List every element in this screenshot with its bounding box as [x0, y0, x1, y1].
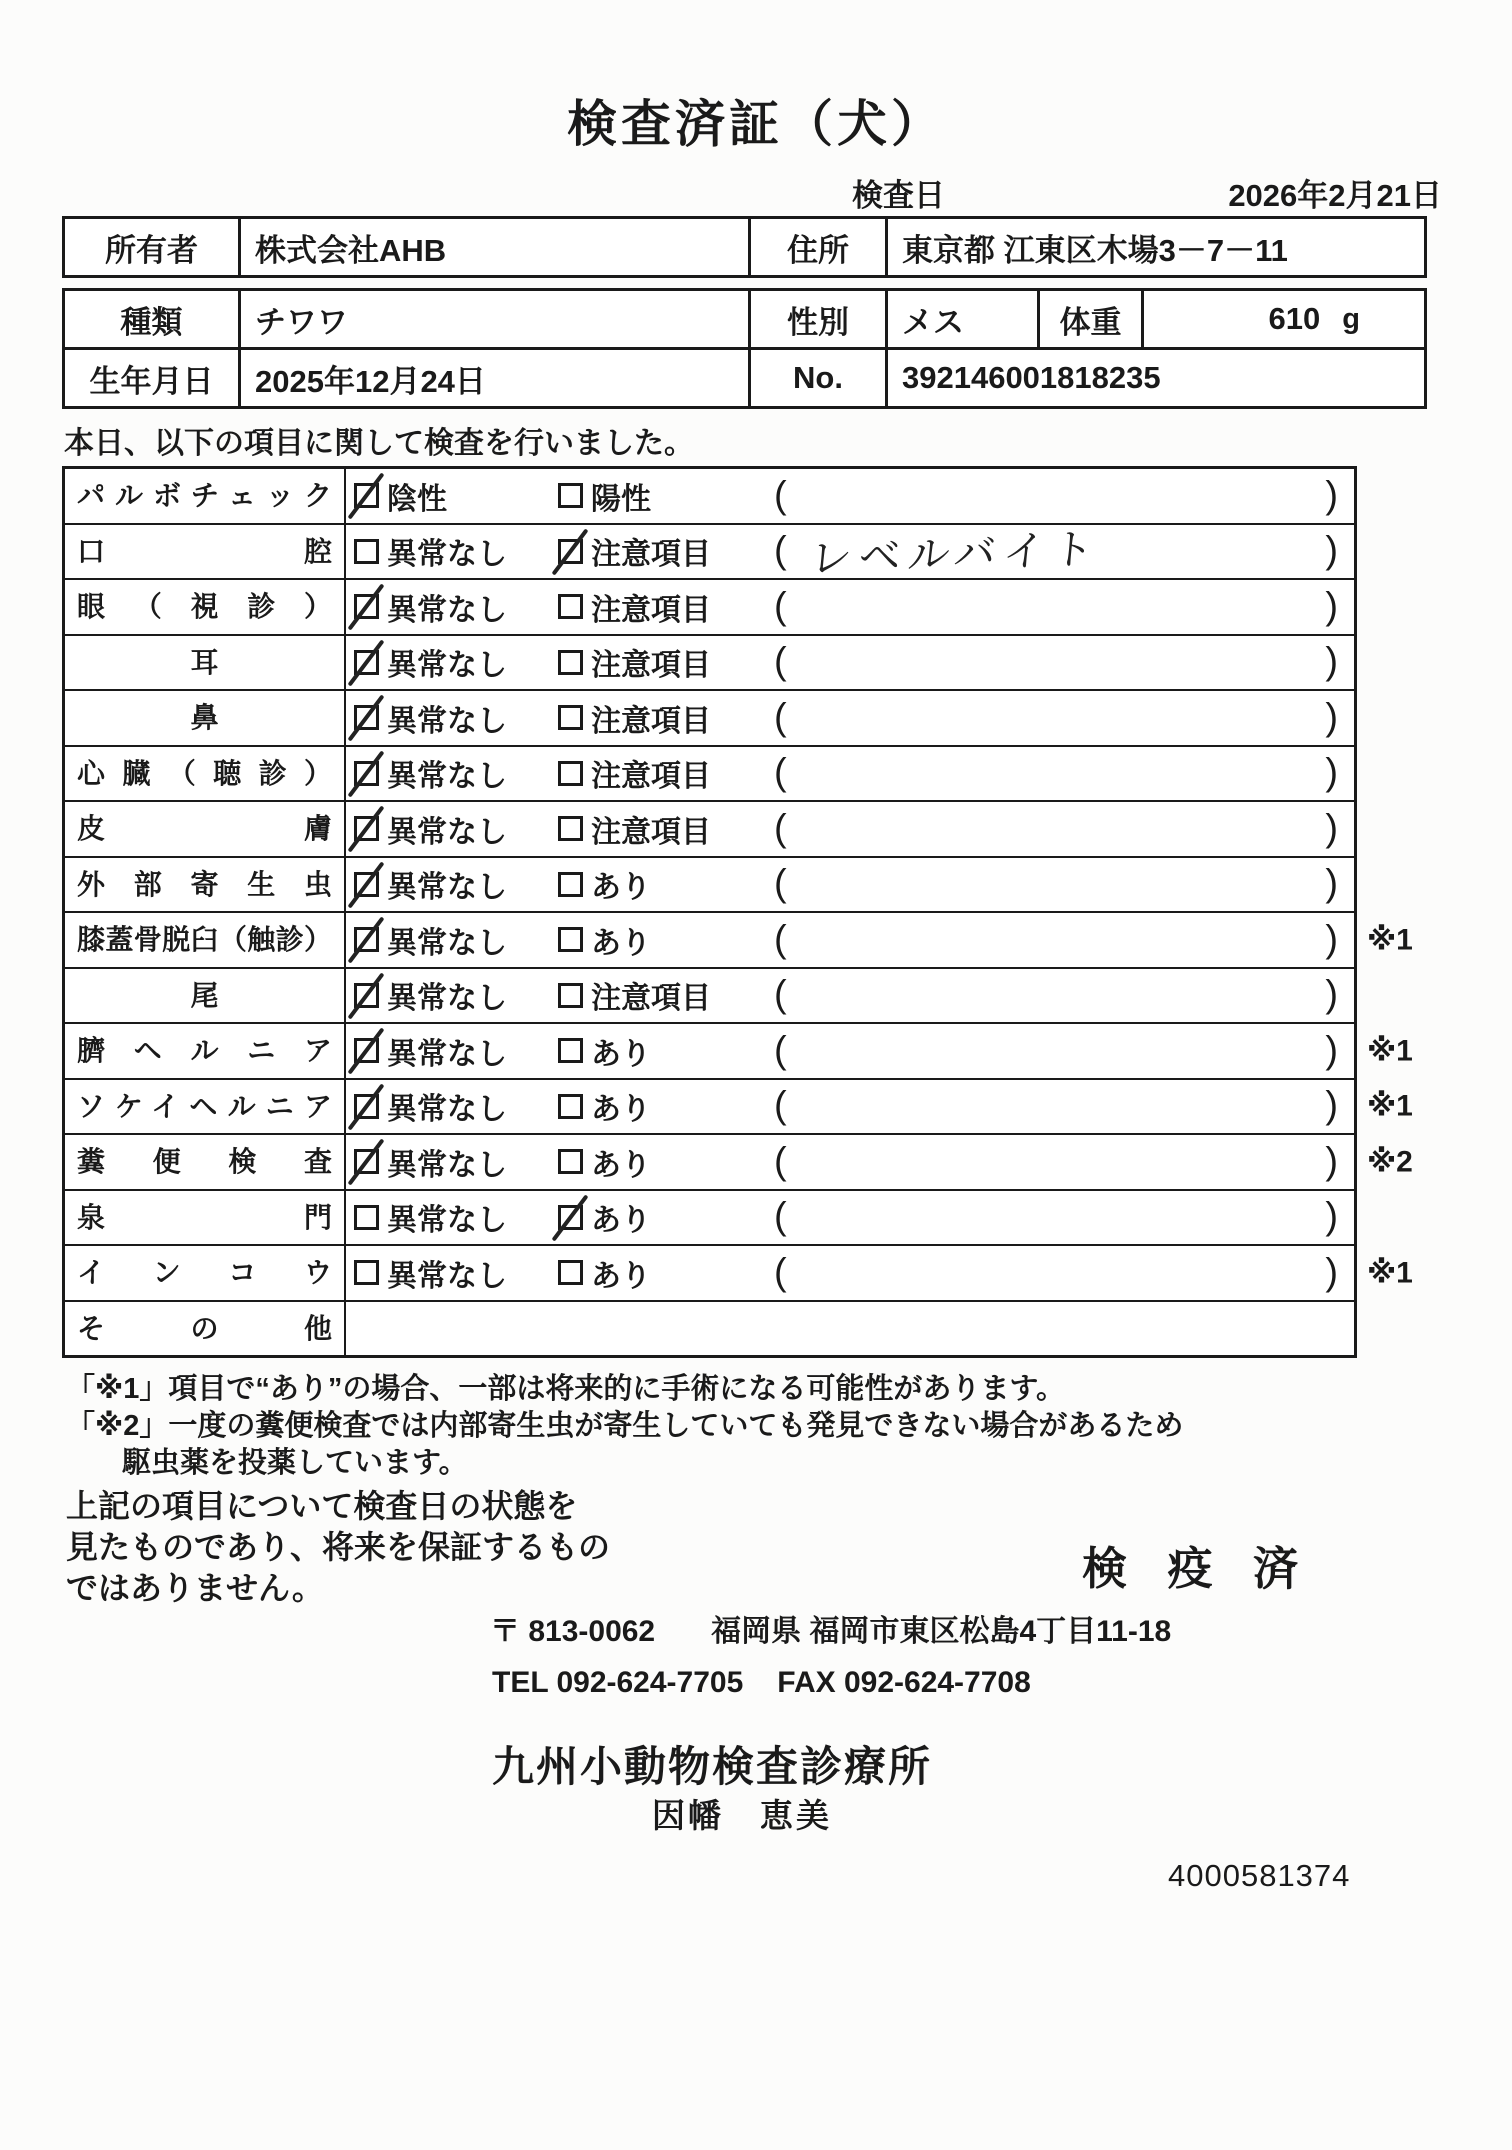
inspection-row — [65, 1078, 1413, 1134]
check-mark — [348, 1028, 385, 1075]
inspection-row — [65, 1300, 1354, 1356]
birth-value: 2025年12月24日 — [238, 350, 748, 406]
paren-close-symbol: ) — [1325, 585, 1338, 628]
paren-close-symbol: ) — [1325, 1195, 1338, 1238]
option-1-label: 異常なし — [387, 593, 507, 627]
option-1-checkbox — [354, 650, 379, 675]
weight-cell — [1141, 291, 1424, 347]
inspection-row — [65, 578, 1354, 634]
option-1-group — [354, 525, 507, 579]
inspection-row — [65, 469, 1354, 523]
paren-close-symbol: ) — [1325, 640, 1338, 683]
inspection-item-label: 心臓（聴診） — [65, 747, 346, 801]
option-2-label: 注意項目 — [591, 982, 711, 1016]
clinic-tel-line — [492, 1666, 1031, 1700]
check-mark — [348, 473, 385, 520]
option-1-label: 異常なし — [387, 649, 507, 683]
option-2-checkbox — [558, 705, 583, 730]
inspection-row — [65, 1133, 1413, 1189]
intro-text: 本日、以下の項目に関して検査を行いました。 — [64, 427, 694, 460]
inspection-row-content — [346, 524, 1354, 582]
inspection-item-label: 尾 — [65, 969, 346, 1023]
option-2-label: 注意項目 — [591, 593, 711, 627]
address-value: 東京都 江東区木場3－7－11 — [885, 219, 1424, 275]
inspection-row-content — [346, 1191, 1354, 1245]
owner-table — [62, 216, 1427, 278]
disclaimer-line-1: 上記の項目について検査日の状態を — [66, 1488, 578, 1524]
option-1-label: 異常なし — [387, 1204, 507, 1238]
inspection-item-label: パルボチェック — [65, 469, 346, 523]
paren-open-symbol: ( — [774, 918, 787, 961]
inspection-date-label: 検査日 — [852, 178, 945, 213]
option-2-label: あり — [591, 1037, 651, 1071]
paren-close-symbol: ) — [1325, 1251, 1338, 1294]
check-mark — [348, 750, 385, 797]
option-1-group — [354, 1135, 507, 1189]
paren-close-symbol: ) — [1325, 1029, 1338, 1072]
option-2-group — [558, 580, 711, 634]
option-2-group — [558, 969, 711, 1023]
inspection-row — [65, 634, 1354, 690]
paren-open-symbol: ( — [774, 751, 787, 794]
inspection-row — [65, 967, 1354, 1023]
option-1-checkbox — [354, 983, 379, 1008]
weight-value: 610 — [1268, 301, 1321, 336]
inspection-row-content — [346, 636, 1354, 690]
paren-close-symbol: ) — [1325, 696, 1338, 739]
handwritten-note: レベルバイト — [807, 524, 1103, 582]
inspection-row-content — [346, 1024, 1354, 1078]
option-1-group — [354, 913, 507, 967]
owner-label: 所有者 — [105, 232, 198, 268]
owner-value: 株式会社AHB — [238, 219, 748, 275]
option-2-label: 陽性 — [591, 482, 651, 516]
inspection-item-label: 眼（視診） — [65, 580, 346, 634]
option-2-label: 注意項目 — [591, 760, 711, 794]
option-2-group — [558, 802, 711, 856]
option-1-label: 異常なし — [387, 1259, 507, 1293]
inspection-row-content — [346, 691, 1354, 745]
option-2-label: あり — [591, 871, 651, 905]
option-1-checkbox — [354, 539, 379, 564]
option-2-checkbox — [558, 594, 583, 619]
paren-close-symbol: ) — [1325, 973, 1338, 1016]
option-1-group — [354, 1080, 507, 1134]
option-1-checkbox — [354, 1094, 379, 1119]
option-2-label: 注意項目 — [591, 649, 711, 683]
reference-mark: ※2 — [1367, 1145, 1413, 1179]
inspection-item-label: 口腔 — [65, 525, 346, 579]
address-label: 住所 — [748, 219, 885, 275]
clinic-tel: TEL 092-624-7705 — [492, 1666, 744, 1699]
disclaimer-line-3: ではありません。 — [66, 1570, 324, 1606]
inspection-row — [65, 1189, 1354, 1245]
option-2-checkbox — [558, 1149, 583, 1174]
option-1-label: 異常なし — [387, 760, 507, 794]
disclaimer-line-2: 見たものであり、将来を保証するもの — [66, 1529, 611, 1565]
option-2-group — [558, 1080, 651, 1134]
option-1-checkbox — [354, 1038, 379, 1063]
paren-close-symbol: ) — [1325, 529, 1338, 572]
option-1-group — [354, 969, 507, 1023]
paren-open-symbol: ( — [774, 1251, 787, 1294]
option-1-group — [354, 469, 447, 523]
option-1-group — [354, 747, 507, 801]
veterinarian-name: 因幡 恵美 — [652, 1797, 832, 1834]
option-1-checkbox — [354, 705, 379, 730]
inspection-row — [65, 523, 1354, 582]
inspection-row — [65, 911, 1413, 967]
birth-label: 生年月日 — [89, 363, 214, 399]
paren-close-symbol: ) — [1325, 1140, 1338, 1183]
sex-value: メス — [885, 291, 1037, 347]
inspection-row — [65, 1244, 1413, 1300]
option-2-checkbox — [558, 872, 583, 897]
option-1-checkbox — [354, 1205, 379, 1230]
option-1-label: 異常なし — [387, 1093, 507, 1127]
option-2-checkbox — [558, 816, 583, 841]
option-2-group — [558, 1246, 651, 1300]
paren-close-symbol: ) — [1325, 751, 1338, 794]
inspection-item-label: その他 — [65, 1302, 346, 1356]
paren-open-symbol: ( — [774, 973, 787, 1016]
disclaimer — [66, 1486, 610, 1609]
paren-close-symbol: ) — [1325, 474, 1338, 517]
option-1-label: 異常なし — [387, 1148, 507, 1182]
check-mark — [348, 1083, 385, 1130]
breed-value: チワワ — [238, 291, 748, 347]
paren-close-symbol: ) — [1325, 807, 1338, 850]
inspection-item-label: 耳 — [65, 636, 346, 690]
option-1-label: 異常なし — [387, 926, 507, 960]
paren-open-symbol: ( — [774, 807, 787, 850]
option-1-checkbox — [354, 872, 379, 897]
paren-close-symbol: ) — [1325, 918, 1338, 961]
inspection-row-content — [346, 469, 1354, 523]
clinic-fax: FAX 092-624-7708 — [777, 1666, 1031, 1699]
no-value: 392146001818235 — [885, 350, 1424, 406]
option-1-checkbox — [354, 483, 379, 508]
option-2-checkbox — [558, 983, 583, 1008]
check-mark — [348, 639, 385, 686]
pet-table — [62, 288, 1427, 409]
inspection-row — [65, 800, 1354, 856]
inspection-row-content — [346, 580, 1354, 634]
pet-row-2 — [65, 347, 1424, 406]
option-1-group — [354, 580, 507, 634]
inspection-item-label: 糞便検査 — [65, 1135, 346, 1189]
option-1-group — [354, 1024, 507, 1078]
option-1-checkbox — [354, 816, 379, 841]
option-2-label: 注意項目 — [591, 704, 711, 738]
breed-label: 種類 — [120, 304, 183, 340]
sex-label: 性別 — [748, 291, 885, 347]
option-1-group — [354, 636, 507, 690]
option-1-group — [354, 1191, 507, 1245]
owner-row — [65, 219, 1424, 275]
inspection-row-content — [346, 1080, 1354, 1134]
check-mark — [348, 584, 385, 631]
inspection-item-label: 鼻 — [65, 691, 346, 745]
option-1-checkbox — [354, 761, 379, 786]
option-2-checkbox — [558, 650, 583, 675]
option-2-group — [558, 913, 651, 967]
option-1-checkbox — [354, 1260, 379, 1285]
option-2-checkbox — [558, 927, 583, 952]
inspection-item-label: 膝蓋骨脱臼（触診） — [65, 913, 346, 967]
weight-unit: g — [1342, 302, 1360, 335]
reference-mark: ※1 — [1367, 1256, 1413, 1290]
inspection-row-content — [346, 858, 1354, 912]
check-mark — [348, 806, 385, 853]
option-2-checkbox — [558, 1260, 583, 1285]
paren-open-symbol: ( — [774, 529, 787, 572]
option-2-group — [558, 1191, 651, 1245]
option-1-label: 異常なし — [387, 538, 507, 572]
paren-close-symbol: ) — [1325, 862, 1338, 905]
inspection-date-value: 2026年2月21日 — [1228, 178, 1442, 213]
inspection-row-content — [346, 1135, 1354, 1189]
paren-open-symbol: ( — [774, 862, 787, 905]
option-2-checkbox — [558, 539, 583, 564]
paren-close-symbol: ) — [1325, 1084, 1338, 1127]
clinic-address: 福岡県 福岡市東区松島4丁目11-18 — [711, 1615, 1172, 1648]
inspection-row-content — [346, 747, 1354, 801]
option-1-label: 異常なし — [387, 815, 507, 849]
option-1-label: 異常なし — [387, 704, 507, 738]
inspection-table — [62, 466, 1413, 1358]
option-1-label: 異常なし — [387, 982, 507, 1016]
option-2-group — [558, 469, 651, 523]
option-2-label: 注意項目 — [591, 538, 711, 572]
footnote-1: 「※1」項目で“あり”の場合、一部は将来的に手術になる可能性があります。 — [66, 1373, 1066, 1405]
inspection-row-content — [346, 802, 1354, 856]
paren-open-symbol: ( — [774, 640, 787, 683]
inspection-row-content — [346, 1246, 1354, 1300]
option-2-label: 注意項目 — [591, 815, 711, 849]
check-mark — [348, 695, 385, 742]
inspection-item-label: 皮膚 — [65, 802, 346, 856]
no-label: No. — [748, 350, 885, 406]
check-mark — [348, 861, 385, 908]
option-2-label: あり — [591, 1259, 651, 1293]
paren-open-symbol: ( — [774, 1140, 787, 1183]
option-1-group — [354, 1246, 507, 1300]
option-1-label: 異常なし — [387, 1037, 507, 1071]
option-2-group — [558, 747, 711, 801]
option-2-label: あり — [591, 1148, 651, 1182]
check-mark — [552, 1194, 589, 1241]
quarantine-passed-stamp: 検 疫 済 — [1082, 1543, 1313, 1594]
pet-row-1 — [65, 291, 1424, 347]
paren-open-symbol: ( — [774, 585, 787, 628]
inspection-row — [65, 745, 1354, 801]
option-2-label: あり — [591, 926, 651, 960]
check-mark — [348, 1139, 385, 1186]
clinic-name: 九州小動物検査診療所 — [492, 1743, 933, 1790]
inspection-item-label: インコウ — [65, 1246, 346, 1300]
inspection-item-label: 外部寄生虫 — [65, 858, 346, 912]
option-2-checkbox — [558, 483, 583, 508]
paren-open-symbol: ( — [774, 1195, 787, 1238]
page-title: 検査済証（犬） — [567, 96, 945, 152]
check-mark — [348, 972, 385, 1019]
clinic-postal-code: 〒 813-0062 — [490, 1615, 656, 1648]
option-2-checkbox — [558, 761, 583, 786]
inspection-row — [65, 689, 1354, 745]
option-1-checkbox — [354, 594, 379, 619]
reference-mark: ※1 — [1367, 923, 1413, 957]
option-2-label: あり — [591, 1093, 651, 1127]
option-2-group — [558, 636, 711, 690]
inspection-item-label: 泉門 — [65, 1191, 346, 1245]
document-number: 4000581374 — [1168, 1858, 1351, 1893]
option-2-group — [558, 525, 711, 579]
option-1-label: 異常なし — [387, 871, 507, 905]
option-1-group — [354, 802, 507, 856]
reference-mark: ※1 — [1367, 1034, 1413, 1068]
option-2-label: あり — [591, 1204, 651, 1238]
option-1-label: 陰性 — [387, 482, 447, 516]
paren-open-symbol: ( — [774, 474, 787, 517]
inspection-row — [65, 856, 1354, 912]
option-2-checkbox — [558, 1094, 583, 1119]
inspection-row — [65, 1022, 1413, 1078]
inspection-row-content — [346, 1302, 1354, 1356]
option-2-group — [558, 858, 651, 912]
option-2-checkbox — [558, 1038, 583, 1063]
check-mark — [348, 917, 385, 964]
inspection-row-content — [346, 969, 1354, 1023]
reference-mark: ※1 — [1367, 1089, 1413, 1123]
paren-open-symbol: ( — [774, 696, 787, 739]
footnote-2: 「※2」一度の糞便検査では内部寄生虫が寄生していても発見できない場合があるため — [66, 1410, 1184, 1442]
weight-label: 体重 — [1037, 291, 1141, 347]
option-1-checkbox — [354, 927, 379, 952]
option-1-group — [354, 691, 507, 745]
option-1-group — [354, 858, 507, 912]
footnote-2-continued: 駆虫薬を投薬しています。 — [122, 1447, 468, 1479]
inspection-item-label: ソケイヘルニア — [65, 1080, 346, 1134]
option-2-group — [558, 691, 711, 745]
inspection-item-label: 臍ヘルニア — [65, 1024, 346, 1078]
option-2-group — [558, 1024, 651, 1078]
check-mark — [552, 528, 589, 575]
option-2-checkbox — [558, 1205, 583, 1230]
clinic-address-line — [490, 1606, 1171, 1650]
paren-open-symbol: ( — [774, 1084, 787, 1127]
inspection-row-content — [346, 913, 1354, 967]
option-2-group — [558, 1135, 651, 1189]
paren-open-symbol: ( — [774, 1029, 787, 1072]
option-1-checkbox — [354, 1149, 379, 1174]
